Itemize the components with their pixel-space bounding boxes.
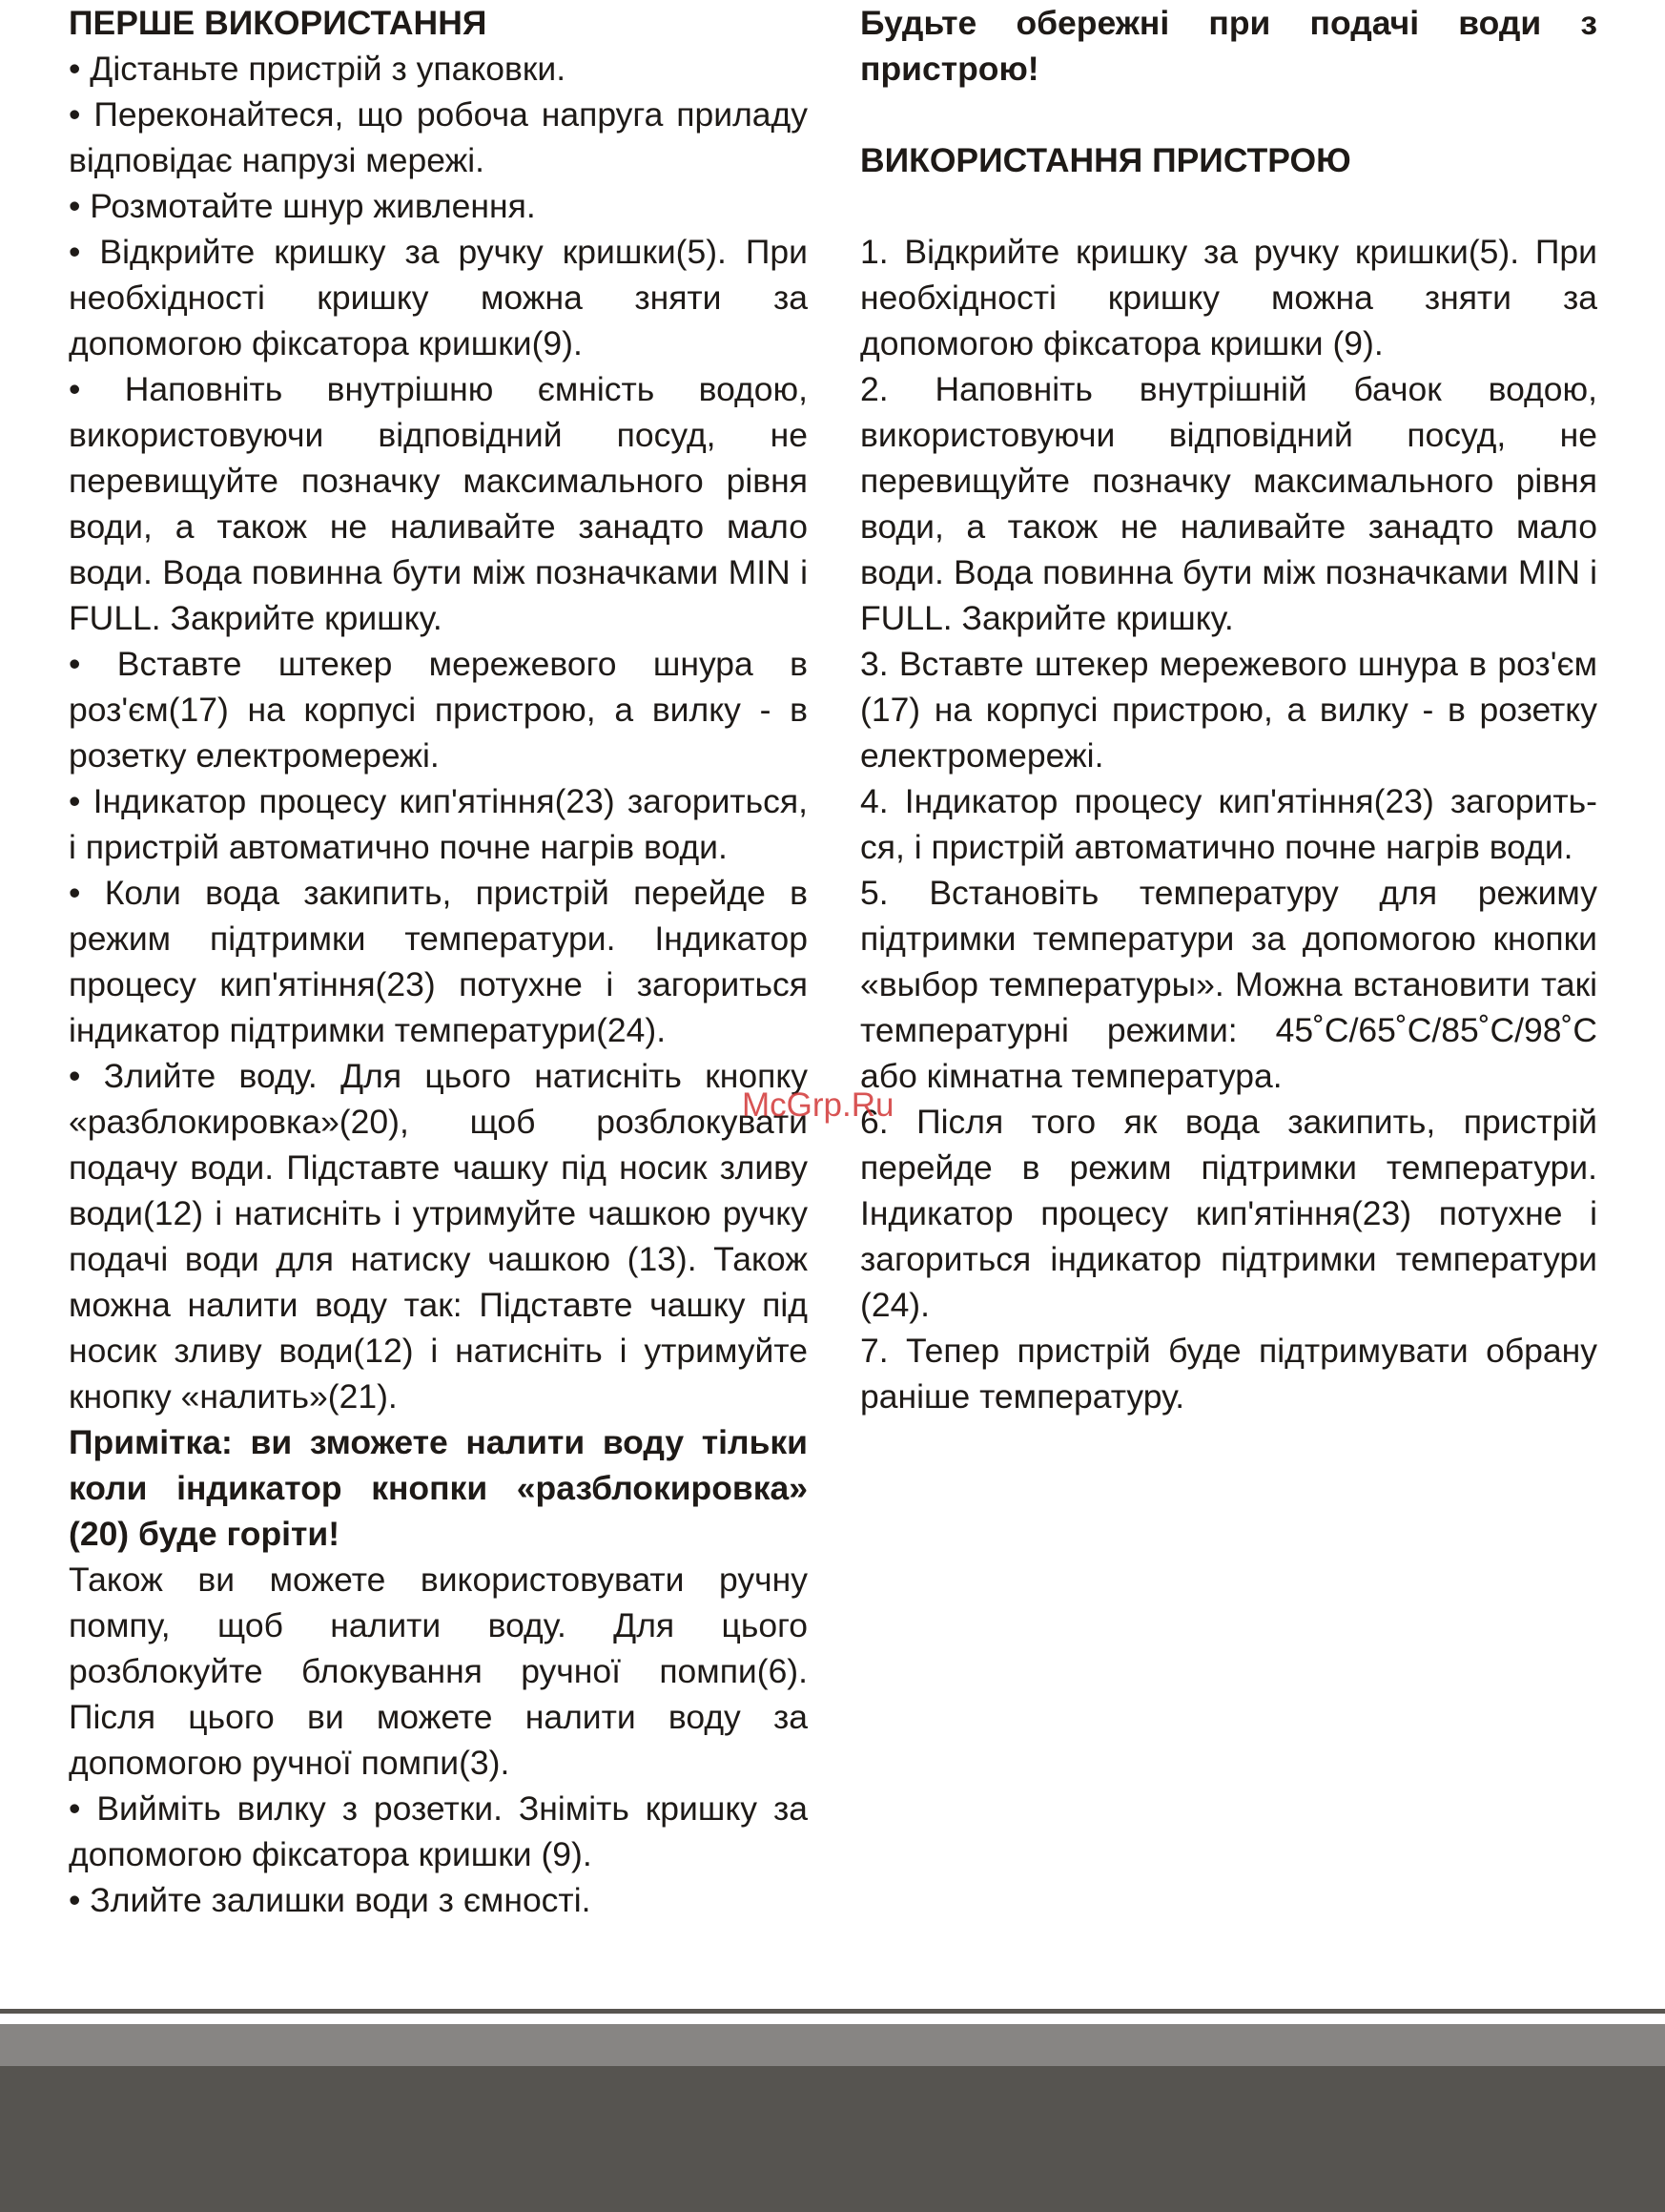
usage-step: 3. Вставте штекер мережевого шнура в роз'єм (17) на корпусі пристрою, а вилку - в розетку електромережі. xyxy=(860,645,1597,775)
usage-step: 7. Тепер пристрій буде підтримувати обрану раніше температуру. xyxy=(860,1332,1597,1416)
spacer xyxy=(860,183,1597,229)
instruction-item: • Дістаньте пристрій з упаковки. xyxy=(69,50,566,88)
section-heading-first-use: ПЕРШЕ ВИКОРИСТАННЯ xyxy=(69,4,487,42)
instruction-item: • Відкрийте кришку за ручку кришки(5). При необхідності кришку можна зняти за допомогою фіксатора кришки(9). xyxy=(69,233,808,362)
note-text: Примітка: ви зможете налити воду тільки коли індикатор кнопки «разблокировка» (20) буде горіти! xyxy=(69,1423,808,1553)
watermark: McGrp.Ru xyxy=(742,1086,894,1124)
instruction-item: • Наповніть внутрішню ємність водою, використовуючи відповідний посуд, не перевищуйте позначку максимального рівня води, а також не наливайте занадто мало води. Вода повинна бути між позначками MIN і FULL. Закрийте кришку. xyxy=(69,370,808,637)
section-heading-usage: ВИКОРИСТАННЯ ПРИСТРОЮ xyxy=(860,141,1351,179)
right-column xyxy=(860,0,1597,1419)
left-column xyxy=(69,0,808,1923)
usage-step: 6. Після того як вода закипить, пристрій перейде в режим підтримки температури. Індикатор процесу кип'ятіння(23) потухне і загориться індикатор підтримки температури (24). xyxy=(860,1103,1597,1324)
instruction-item: • Коли вода закипить, пристрій перейде в режим підтримки температури. Індикатор процесу кип'ятіння(23) потухне і загориться індикатор підтримки температури(24). xyxy=(69,874,808,1049)
instruction-item: Також ви можете використовувати ручну помпу, щоб налити воду. Для цього розблокуйте блокування ручної помпи(6). Після цього ви можете налити воду за допомогою ручної помпи(3). xyxy=(69,1561,808,1782)
instruction-item: • Злийте воду. Для цього натисніть кнопку «разблокировка»(20), щоб розблокувати подачу води. Підставте чашку під носик зливу води(12) і натисніть і утримуйте чашкою ручку подачі води для натиску чашкою (13). Також можна налити воду так: Підставте чашку під носик зливу води(12) і натисніть і утримуйте кнопку «налить»(21). xyxy=(69,1057,808,1416)
instruction-item: • Переконайтеся, що робоча напруга приладу відповідає напрузі мережі. xyxy=(69,95,808,179)
instruction-item: • Вийміть вилку з розетки. Зніміть кришку за допомогою фіксатора кришки (9). xyxy=(69,1789,808,1873)
usage-step: 2. Наповніть внутрішній бачок водою, використовуючи відповідний посуд, не перевищуйте позначку максимального рівня води, а також не наливайте занадто мало води. Вода повинна бути між позначками MIN і FULL. Закрийте кришку. xyxy=(860,370,1597,637)
footer-bar xyxy=(0,2066,1665,2212)
instruction-item: • Індикатор процесу кип'ятіння(23) загориться, і пристрій автоматично почне нагрів води. xyxy=(69,782,808,866)
warning-text: Будьте обережні при подачі води з пристрою! xyxy=(860,4,1597,88)
footer-band xyxy=(0,2024,1665,2066)
spacer xyxy=(860,92,1597,137)
usage-step: 5. Встановіть температуру для режиму підтримки температури за допомогою кнопки «выбор температуры». Можна встановити такі температурні режими: 45˚С/65˚С/85˚С/98˚С або кімнатна температура. xyxy=(860,874,1597,1095)
instruction-item: • Вставте штекер мережевого шнура в роз'єм(17) на корпусі пристрою, а вилку - в розетку електромережі. xyxy=(69,645,808,775)
footer-divider xyxy=(0,2009,1665,2014)
instruction-item: • Розмотайте шнур живлення. xyxy=(69,187,536,225)
usage-step: 1. Відкрийте кришку за ручку кришки(5). При необхідності кришку можна зняти за допомогою фіксатора кришки (9). xyxy=(860,233,1597,362)
usage-step: 4. Індикатор процесу кип'ятіння(23) загорить-ся, і пристрій автоматично почне нагрів води. xyxy=(860,782,1597,866)
instruction-item: • Злийте залишки води з ємності. xyxy=(69,1881,591,1919)
